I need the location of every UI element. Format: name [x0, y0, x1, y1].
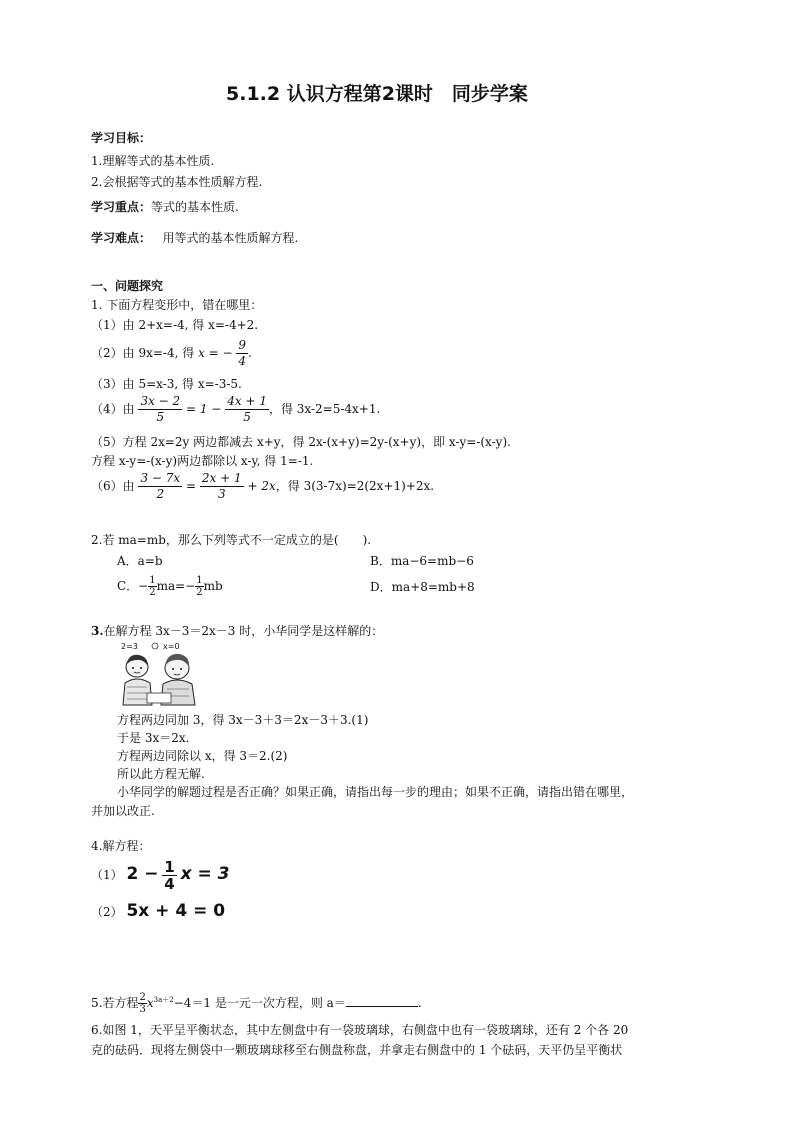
q5-answer-blank[interactable] — [346, 994, 418, 1007]
q3-stem — [91, 623, 383, 639]
q2-option-c — [117, 570, 223, 602]
q4-p1-num: 1 — [164, 858, 175, 876]
q2-option-a: A．a=b — [117, 554, 163, 568]
goal-1: 1.理解等式的基本性质. — [91, 154, 215, 168]
q2-c-mid: ma=− — [156, 579, 196, 593]
bubble-right-text: x=0 — [163, 642, 180, 651]
q2-c-pre: C．− — [117, 579, 149, 593]
q1-item-1: （1）由 2+x=-4, 得 x=-4+2. — [91, 318, 259, 332]
q3-step-3: 方程两边同除以 x，得 3＝2.(2) — [117, 749, 288, 763]
section-heading: 一、问题探究 — [91, 279, 164, 293]
goal-2: 2.会根据等式的基本性质解方程. — [91, 175, 263, 189]
students-illustration — [117, 641, 203, 707]
q1-i2-den: 4 — [238, 354, 247, 368]
q1-i6-fraction-2 — [200, 471, 244, 502]
sun-icon — [152, 643, 158, 649]
q1-item-5a: （5）方程 2x=2y 两边都减去 x+y，得 2x-(x+y)=2y-(x+y)，即 x-y=-(x-y). — [91, 435, 511, 449]
q4-p1-label: （1） — [91, 868, 123, 882]
q5-exponent: 3a＋2 — [153, 996, 174, 1004]
q1-item-2 — [91, 338, 252, 369]
q4-problem-2 — [91, 900, 225, 923]
q2-c-num2: 1 — [196, 575, 203, 586]
q2-option-d: D．ma+8=mb+8 — [370, 580, 475, 594]
q1-i6-pre: （6）由 — [91, 479, 135, 493]
q4-p2-label: （2） — [91, 905, 123, 919]
q1-i4-den1: 5 — [156, 410, 165, 424]
q4-stem: 4.解方程： — [91, 839, 151, 853]
q2-c-den1: 2 — [149, 587, 156, 598]
q1-i4-fraction-1 — [138, 394, 182, 425]
q3-number: 3. — [91, 624, 104, 638]
q1-i6-den2: 3 — [217, 487, 226, 501]
q1-i6-num2: 2x + 1 — [201, 471, 242, 485]
q4-problem-1 — [91, 856, 229, 893]
q1-item-3: （3）由 5=x-3, 得 x=-3-5. — [91, 377, 242, 391]
q1-item-6 — [91, 471, 434, 502]
q6-line-1: 6.如图 1，天平呈平衡状态，其中左侧盘中有一袋玻璃球，右侧盘中也有一袋玻璃球，还有 2 个各 20 — [91, 1023, 629, 1037]
q1-i4-den2: 5 — [243, 410, 251, 424]
q2-c-num1: 1 — [149, 575, 156, 586]
q2-c-fraction-1 — [148, 575, 156, 598]
difficulty-line — [91, 230, 298, 246]
q2-option-b: B．ma−6=mb−6 — [370, 554, 474, 568]
q1-i6-num1: 3 − 7x — [140, 471, 181, 485]
q6-line-2: 克的砝码．现将左侧袋中一颗玻璃球移至右侧盘称盘，并拿走右侧盘中的 1 个砝码，天平仍呈平衡状 — [91, 1043, 623, 1057]
q5-var: x — [146, 996, 154, 1010]
focus-line — [91, 199, 239, 215]
q1-i4-mid: = 1 − — [186, 402, 222, 416]
q1-i6-fraction-1 — [138, 471, 182, 502]
q1-i4-fraction-2 — [225, 394, 269, 425]
q1-i6-plus: + 2x — [247, 479, 276, 493]
q1-i4-post: ，得 3x-2=5-4x+1. — [268, 402, 381, 416]
book — [147, 693, 171, 703]
q1-i2-lhs: x = − — [198, 346, 233, 360]
q5-line — [91, 985, 422, 1018]
students-drawing — [117, 641, 203, 707]
q4-p1-den: 4 — [164, 875, 175, 893]
q3-step-2: 于是 3x＝2x. — [117, 731, 190, 745]
q1-i2-end: . — [248, 346, 252, 360]
focus-text: 等式的基本性质. — [151, 200, 239, 214]
page-title: 5.1.2 认识方程第2课时 同步学案 — [226, 83, 528, 105]
q2-c-end: mb — [203, 579, 223, 593]
q1-i4-num2: 4x + 1 — [227, 394, 267, 408]
q5-end: . — [417, 996, 422, 1010]
q5-den: 3 — [139, 1004, 146, 1015]
q1-i6-mid: = — [186, 479, 197, 493]
difficulty-text: 用等式的基本性质解方程. — [162, 231, 299, 245]
q3-step-1: 方程两边同加 3，得 3x－3＋3＝2x－3＋3.(1) — [117, 713, 369, 727]
q4-p1-b: x = 3 — [180, 864, 230, 884]
difficulty-label: 学习难点： — [91, 231, 152, 245]
q5-num: 2 — [139, 992, 146, 1003]
q1-i2-num: 9 — [238, 338, 247, 352]
focus-label: 学习重点： — [91, 200, 152, 214]
q4-p1-fraction — [162, 859, 176, 892]
q1-i6-den1: 2 — [156, 487, 165, 501]
q5-fraction — [138, 992, 146, 1015]
q4-p1-a: 2 − — [126, 864, 159, 884]
q1-stem: 1. 下面方程变形中，错在哪里： — [91, 298, 263, 312]
goals-heading: 学习目标： — [91, 131, 152, 145]
q1-i2-pre: （2）由 9x=-4, 得 — [91, 346, 195, 360]
q1-i4-num1: 3x − 2 — [140, 394, 181, 408]
q1-i4-pre: （4）由 — [91, 402, 135, 416]
q1-item-5b: 方程 x-y=-(x-y)两边都除以 x-y, 得 1=-1. — [91, 454, 314, 468]
q2-c-den2: 2 — [196, 587, 203, 598]
q2-c-fraction-2 — [195, 575, 203, 598]
q5-pre: 5.若方程 — [91, 996, 139, 1010]
q1-item-4 — [91, 394, 380, 425]
q3-question-2: 并加以改正. — [91, 804, 155, 818]
q1-i6-post: ，得 3(3-7x)=2(2x+1)+2x. — [275, 479, 435, 493]
q3-stem-text: 在解方程 3x－3＝2x－3 时，小华同学是这样解的： — [103, 624, 384, 638]
q4-p2-equation: 5x + 4 = 0 — [126, 901, 226, 921]
bubble-left-text: 2=3 — [121, 642, 138, 651]
q3-question-1: 小华同学的解题过程是否正确？如果正确，请指出每一步的理由；如果不正确，请指出错在哪里， — [117, 785, 634, 799]
q2-stem: 2.若 ma=mb，那么下列等式不一定成立的是( ). — [91, 533, 372, 547]
q5-mid: −4＝1 是一元一次方程，则 a＝ — [173, 996, 346, 1010]
q3-step-4: 所以此方程无解. — [117, 767, 205, 781]
q1-i2-fraction — [236, 338, 248, 369]
